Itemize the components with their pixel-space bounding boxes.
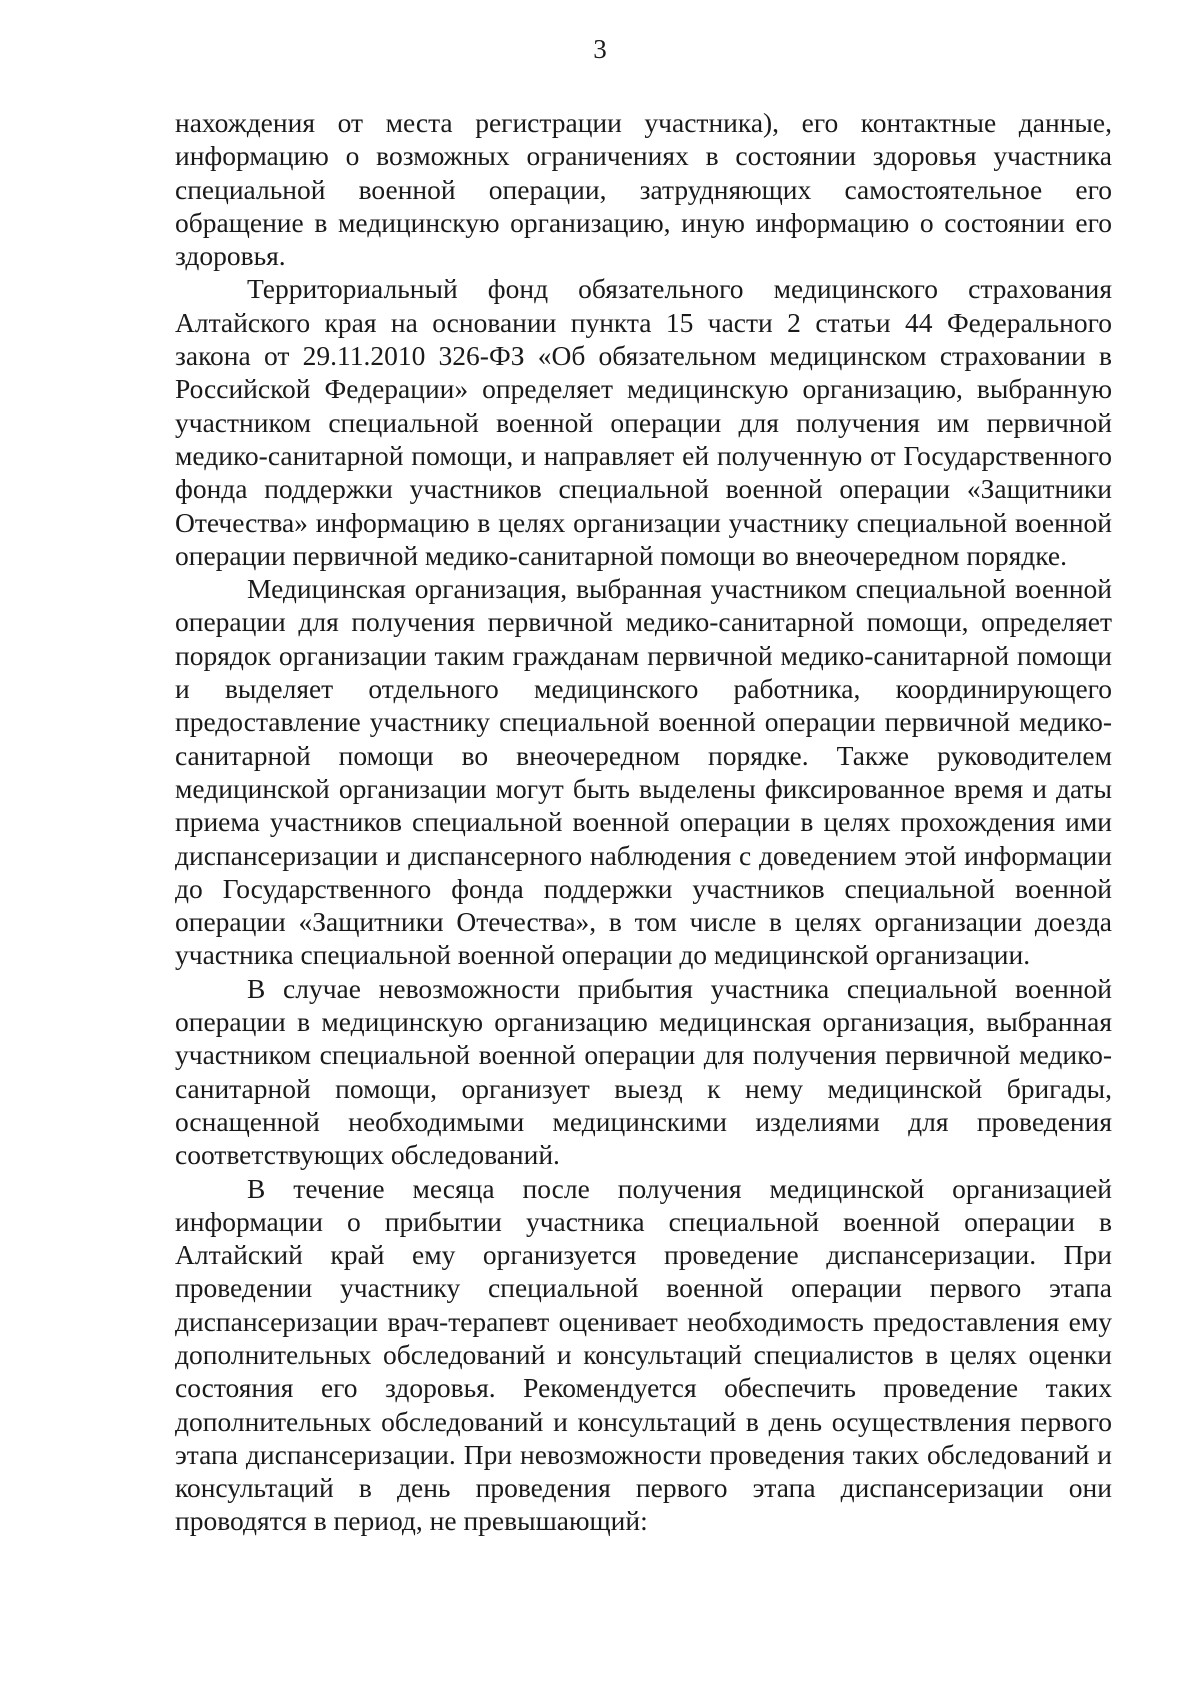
page-number: 3	[593, 34, 607, 64]
paragraph-continuation: нахождения от места регистрации участника), его контактные данные, информацию о возможных ограничениях в состоянии здоровья участника специальной военной операции, затрудняющих самостоятельное его обращение в медицинскую организацию, иную информацию о состоянии его здоровья.	[175, 107, 1112, 272]
paragraph-home-visit: В случае невозможности прибытия участника специальной военной операции в медицинскую организацию медицинская организация, выбранная участником специальной военной операции для получения первичной медико-санитарной помощи, организует выезд к нему медицинской бригады, оснащенной необходимыми медицинскими изделиями для проведения соответствующих обследований.	[175, 972, 1112, 1171]
paragraph-territorial-fund: Территориальный фонд обязательного медицинского страхования Алтайского края на основании пункта 15 части 2 статьи 44 Федерального закона от 29.11.2010 326-ФЗ «Об обязательном медицинском страховании в Российской Федерации» определяет медицинскую организацию, выбранную участником специальной военной операции для получения им первичной медико-санитарной помощи, и направляет ей полученную от Государственного фонда поддержки участников специальной военной операции «Защитники Отечества» информацию в целях организации участнику специальной военной операции первичной медико-санитарной помощи во внеочередном порядке.	[175, 273, 1112, 571]
document-body	[175, 106, 1112, 1538]
paragraph-medical-organization: Медицинская организация, выбранная участником специальной военной операции для получения первичной медико-санитарной помощи, определяет порядок организации таким гражданам первичной медико-санитарной помощи и выделяет отдельного медицинского работника, координирующего предоставление участнику специальной военной операции первичной медико-санитарной помощи во внеочередном порядке. Также руководителем медицинской организации могут быть выделены фиксированное время и даты приема участников специальной военной операции в целях прохождения ими диспансеризации и диспансерного наблюдения с доведением этой информации до Государственного фонда поддержки участников специальной военной операции «Защитники Отечества», в том числе в целях организации доезда участника специальной военной операции до медицинской организации.	[175, 573, 1112, 971]
paragraph-dispensary-examination: В течение месяца после получения медицинской организацией информации о прибытии участника специальной военной операции в Алтайский край ему организуется проведение диспансеризации. При проведении участнику специальной военной операции первого этапа диспансеризации врач-терапевт оценивает необходимость предоставления ему дополнительных обследований и консультаций специалистов в целях оценки состояния его здоровья. Рекомендуется обеспечить проведение таких дополнительных обследований и консультаций в день осуществления первого этапа диспансеризации. При невозможности проведения таких обследований и консультаций в день проведения первого этапа диспансеризации они проводятся в период, не превышающий:	[175, 1172, 1112, 1537]
